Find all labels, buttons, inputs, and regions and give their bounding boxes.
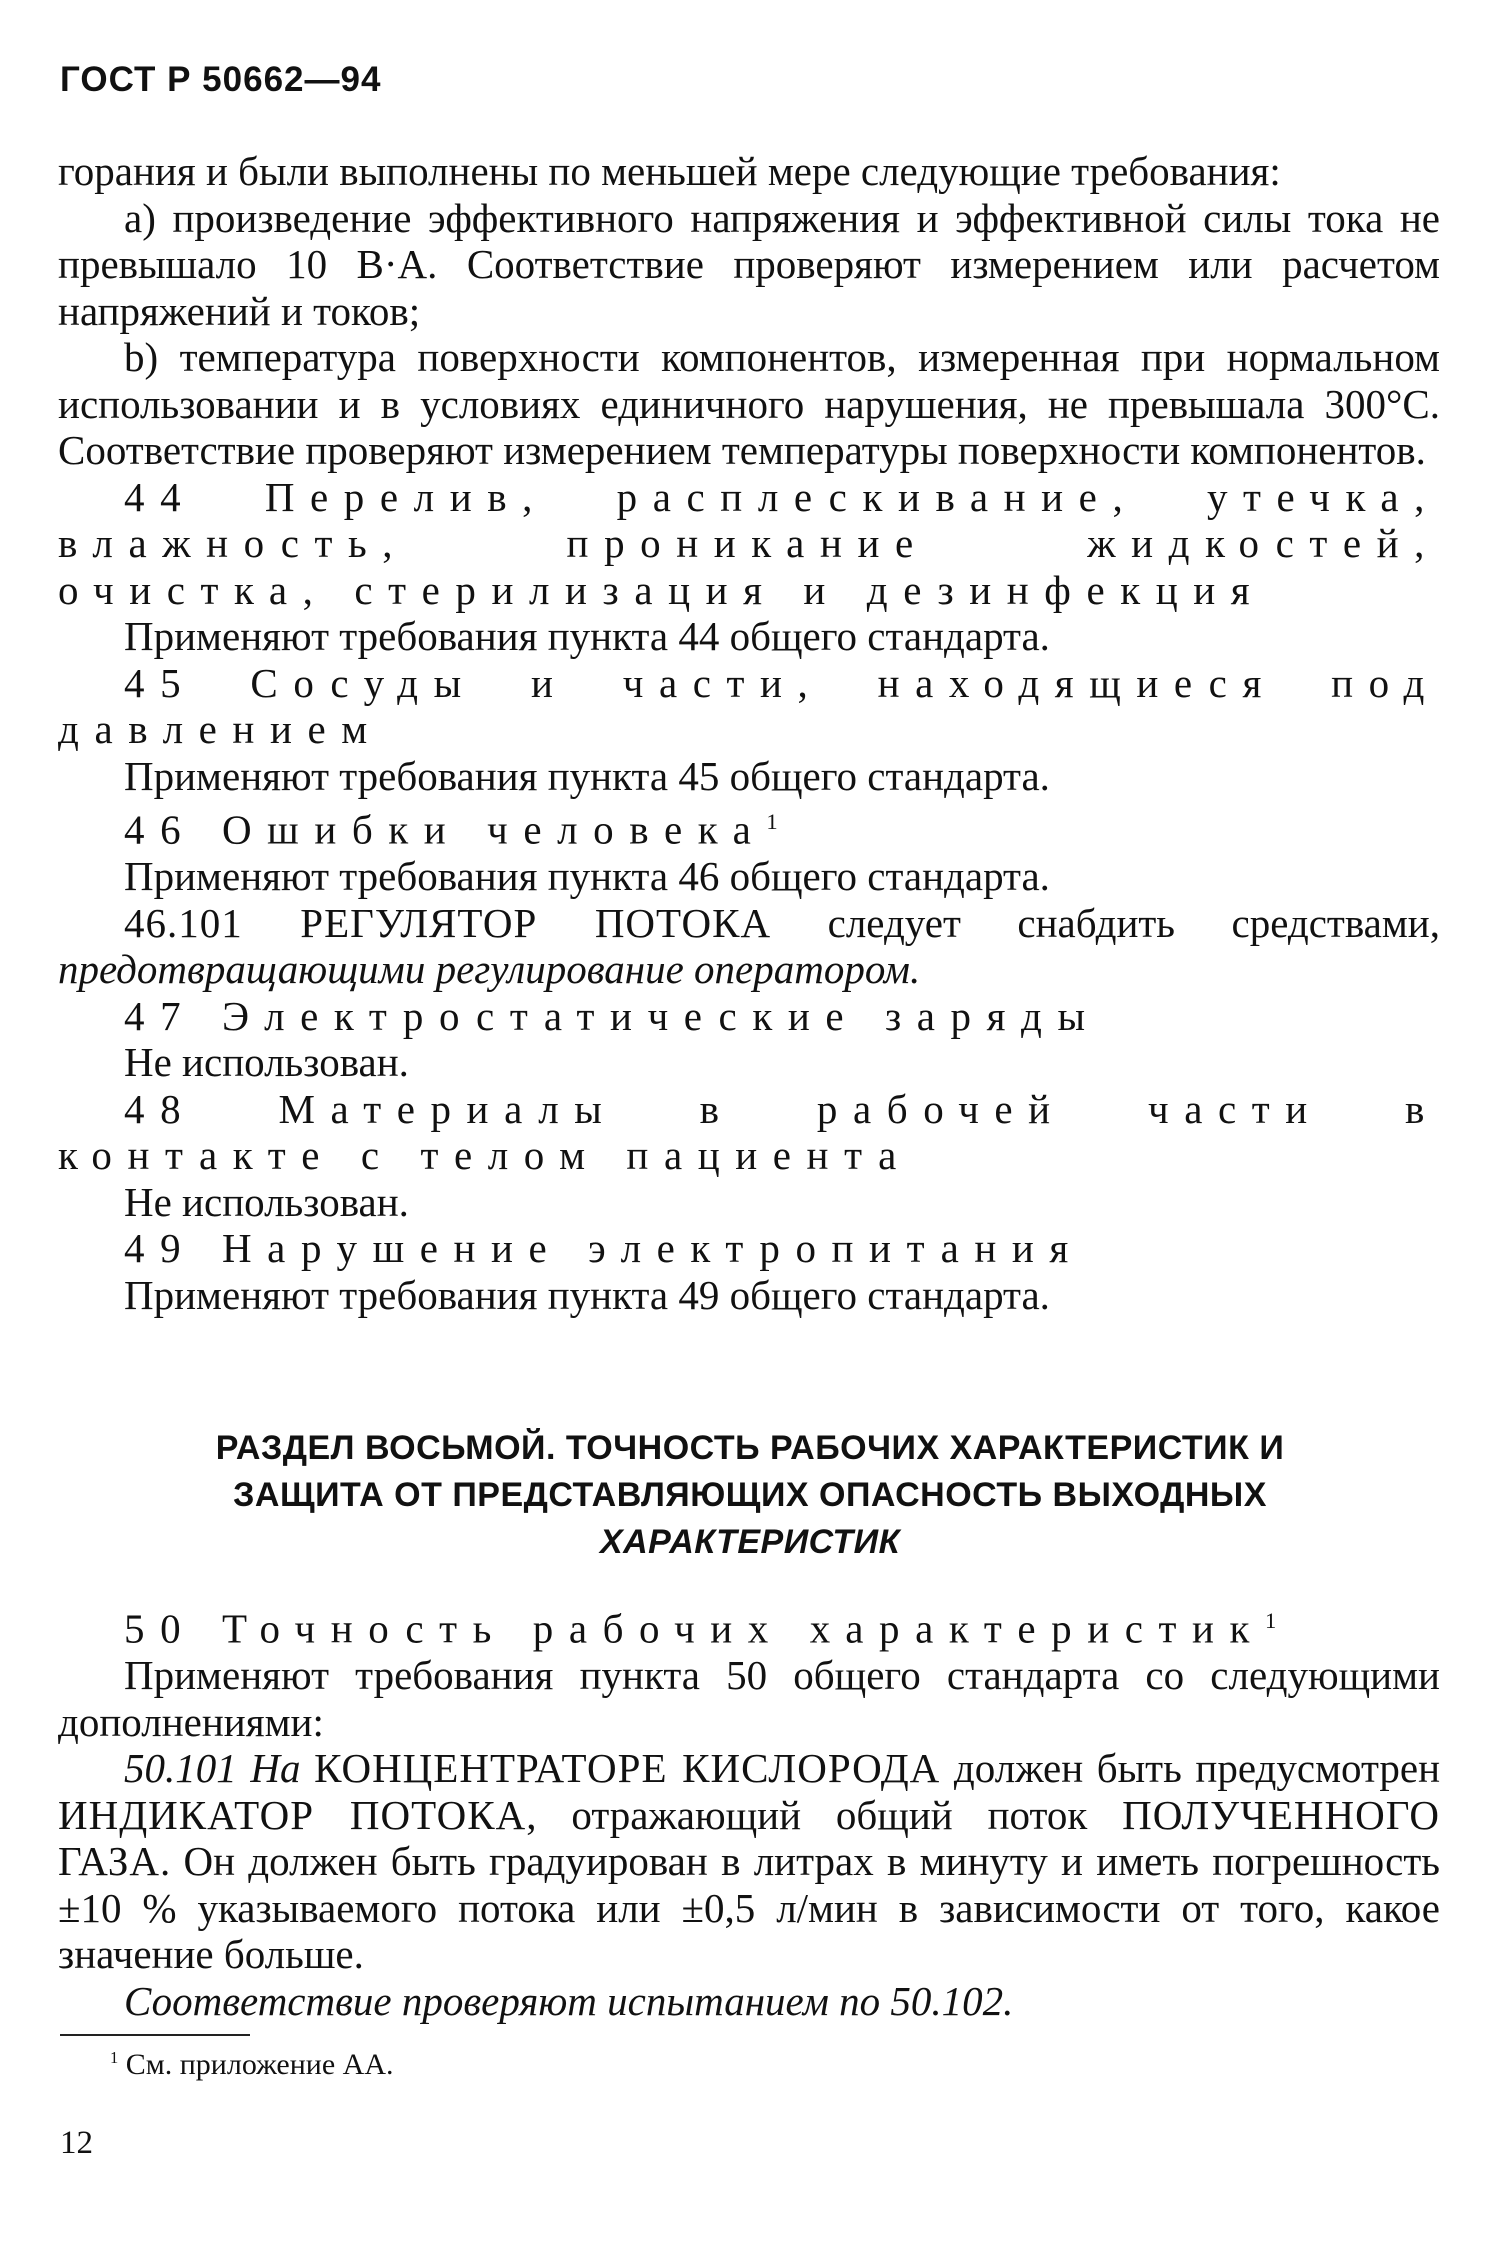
clause-50-101-number: 50.101 На xyxy=(124,1745,301,1792)
clause-50-101-text: , отражающий общий поток xyxy=(526,1791,1123,1838)
clause-50-101-caps: ИНДИКАТОР ПОТОКА xyxy=(58,1791,527,1838)
clause-50-101 xyxy=(58,1745,1440,1978)
footnote-reference: 1 xyxy=(766,809,794,834)
clause-50-heading xyxy=(58,1598,1440,1652)
clause-50-101-text: должен быть предусмотрен xyxy=(940,1745,1441,1792)
compliance-note: Соответствие проверяют испытанием по 50.102. xyxy=(124,1977,1014,2024)
clause-50-heading-text: 50 Точность рабочих характеристик xyxy=(124,1605,1266,1652)
section-heading-line: ЗАЩИТА ОТ ПРЕДСТАВЛЯЮЩИХ ОПАСНОСТЬ ВЫХОДНЫХ xyxy=(233,1476,1267,1514)
clause-48-text: Не использован. xyxy=(124,1178,409,1225)
item-b: b) температура поверхности компонентов, измеренная при нормальном использовании и в условиях единичного нарушения, не превышала 300°С. Соответствие проверяют измерением температуры поверхности компонентов. xyxy=(58,334,1440,473)
clause-46-101-rest: следует снабдить средствами, xyxy=(771,899,1441,946)
text-body-section-8 xyxy=(58,1598,1440,2024)
footnote-mark: 1 xyxy=(110,2048,119,2067)
footnote-reference: 1 xyxy=(1265,1608,1292,1633)
item-a: а) произведение эффективного напряжения и эффективной силы тока не превышало 10 В·А. Соответствие проверяют измерением или расчетом напряжений и токов; xyxy=(58,194,1440,334)
clause-49-heading: 49 Нарушение электропитания xyxy=(124,1225,1084,1272)
paragraph-continuation: горания и были выполнены по меньшей мере следующие требования: xyxy=(58,148,1281,194)
text-body xyxy=(58,148,1440,1318)
clause-49-text: Применяют требования пункта 49 общего стандарта. xyxy=(124,1271,1050,1318)
clause-46-101 xyxy=(58,900,1440,993)
clause-46-101-italic: предотвращающими регулирование оператором. xyxy=(58,946,921,993)
section-heading-line: РАЗДЕЛ ВОСЬМОЙ. ТОЧНОСТЬ РАБОЧИХ ХАРАКТЕРИСТИК И xyxy=(215,1429,1285,1467)
clause-46-101-caps: 46.101 РЕГУЛЯТОР ПОТОКА xyxy=(124,899,772,946)
section-heading xyxy=(150,1425,1350,1566)
page-number: 12 xyxy=(60,2125,93,2161)
clause-48-heading: 48 Материалы в рабочей части в контакте с телом пациента xyxy=(58,1085,1440,1179)
clause-50-101-caps: ПОЛУЧЕННОГО ГАЗА xyxy=(58,1791,1440,1885)
clause-44-text: Применяют требования пункта 44 общего стандарта. xyxy=(124,613,1050,659)
clause-45-text: Применяют требования пункта 45 общего стандарта. xyxy=(124,752,1050,799)
clause-50-text: Применяют требования пункта 50 общего стандарта со следующими дополнениями: xyxy=(58,1652,1440,1745)
footnote-text: См. приложение АА. xyxy=(118,2048,394,2081)
clause-45-heading: 45 Сосуды и части, находящиеся под давлением xyxy=(58,659,1440,752)
clause-47-heading: 47 Электростатические заряды xyxy=(124,992,1101,1039)
clause-50-101-text: . Он должен быть градуирован в литрах в минуту и иметь погрешность ±10 % указываемого потока или ±0,5 л/мин в зависимости от того, какое значение больше. xyxy=(58,1838,1440,1978)
footnote-divider xyxy=(60,2034,250,2036)
clause-50-101-caps: КОНЦЕНТРАТОРЕ КИСЛОРОДА xyxy=(314,1745,941,1792)
document-header: ГОСТ Р 50662—94 xyxy=(60,60,382,99)
section-heading-line: ХАРАКТЕРИСТИК xyxy=(599,1523,901,1561)
footnote xyxy=(110,2048,393,2082)
clause-47-text: Не использован. xyxy=(124,1039,409,1086)
clause-46-heading xyxy=(58,799,1440,853)
clause-44-heading: 44 Перелив, расплескивание, утечка, влажность, проникание жидкостей, очистка, стерилизация и дезинфекция xyxy=(58,473,1440,613)
clause-46-text: Применяют требования пункта 46 общего стандарта. xyxy=(124,853,1050,900)
clause-46-heading-text: 46 Ошибки человека xyxy=(124,806,767,853)
